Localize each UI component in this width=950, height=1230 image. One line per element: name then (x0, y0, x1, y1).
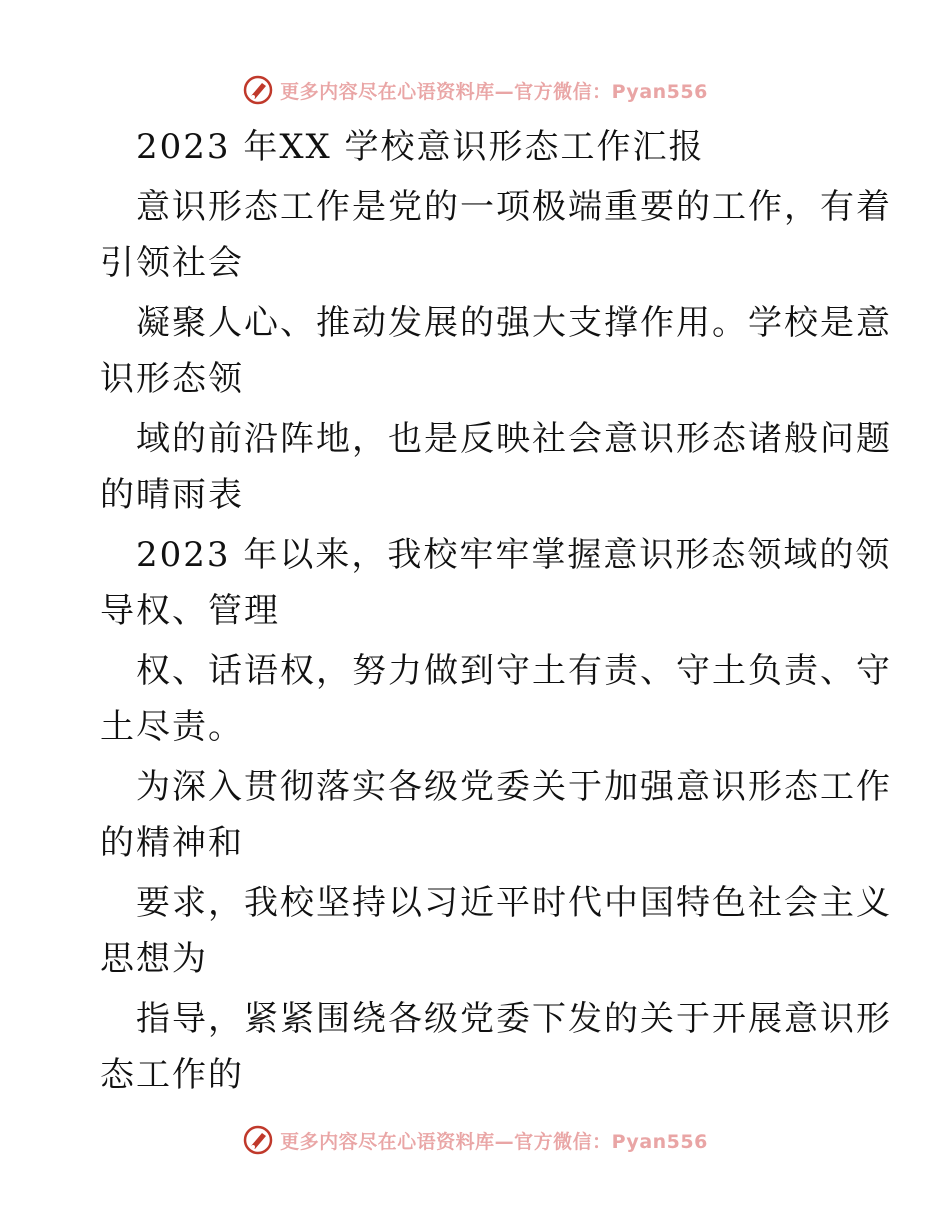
paragraph-line: 为深入贯彻落实各级党委关于加强意识形态工作 (136, 767, 892, 807)
watermark-text: 更多内容尽在心语资料库—官方微信：Pyan556 (280, 1130, 708, 1153)
paragraph-line: 识形态领 (100, 359, 244, 399)
header-watermark (0, 70, 950, 110)
paragraph-line: 域的前沿阵地，也是反映社会意识形态诸般问题 (136, 419, 892, 459)
paragraph-line: 指导，紧紧围绕各级党委下发的关于开展意识形 (136, 999, 892, 1039)
paragraph-line: 的精神和 (100, 823, 244, 863)
paragraph-line: 引领社会 (100, 243, 244, 283)
paragraph-line: 2023 年以来，我校牢牢掌握意识形态领域的领 (136, 535, 892, 575)
pen-logo-icon (242, 1124, 274, 1156)
document-title: 2023 年XX 学校意识形态工作汇报 (136, 127, 705, 167)
paragraph-line: 土尽责。 (100, 707, 244, 747)
paragraph-line: 态工作的 (100, 1055, 244, 1095)
paragraph-line: 思想为 (100, 939, 208, 979)
paragraph-line: 的晴雨表 (100, 475, 244, 515)
pen-logo-icon (242, 74, 274, 106)
footer-watermark (0, 1120, 950, 1160)
watermark-text: 更多内容尽在心语资料库—官方微信：Pyan556 (280, 80, 708, 103)
paragraph-line: 权、话语权，努力做到守土有责、守土负责、守 (136, 651, 892, 691)
paragraph-line: 导权、管理 (100, 591, 280, 631)
paragraph-line: 凝聚人心、推动发展的强大支撑作用。学校是意 (136, 303, 892, 343)
paragraph-line: 意识形态工作是党的一项极端重要的工作，有着 (136, 187, 892, 227)
paragraph-line: 要求，我校坚持以习近平时代中国特色社会主义 (136, 883, 892, 923)
